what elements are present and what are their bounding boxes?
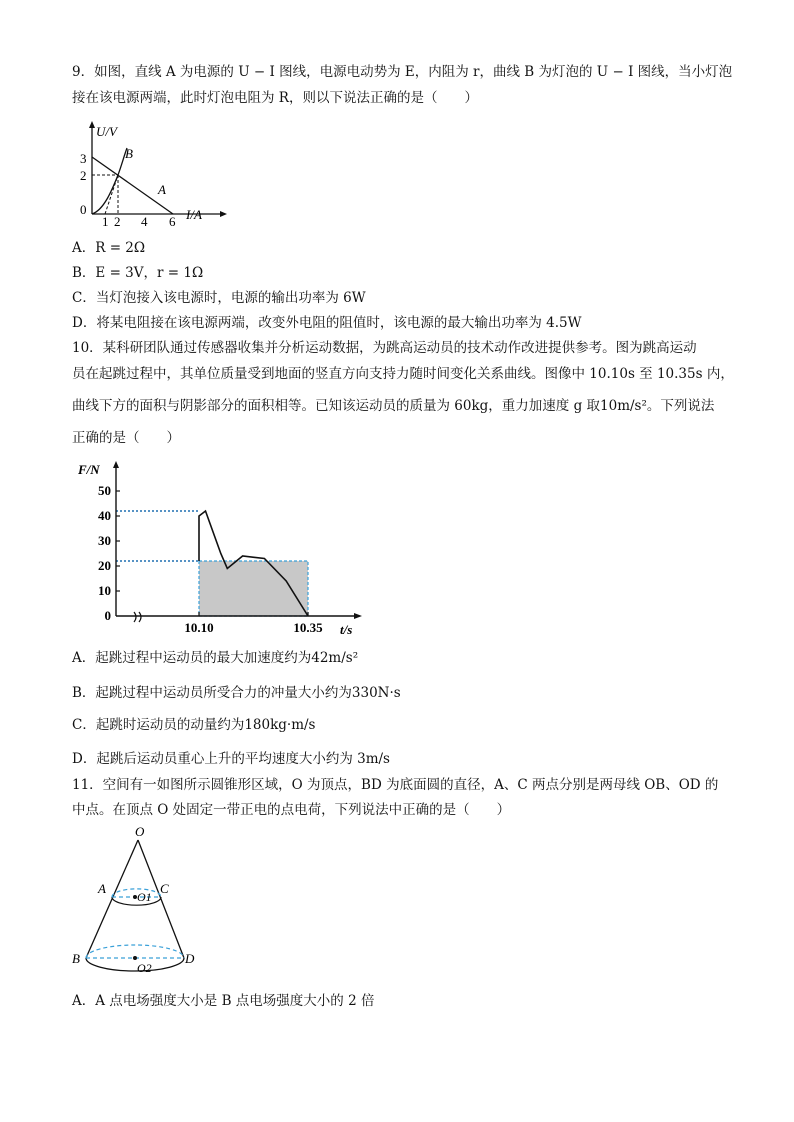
label-C: C — [160, 881, 169, 896]
q9-stem-line2: 接在该电源两端，此时灯泡电阻为 R，则以下说法正确的是（ ） — [72, 90, 478, 106]
q9-option-c: C．当灯泡接入该电源时，电源的输出功率为 6W — [72, 290, 366, 306]
q11-option-a: A．A 点电场强度大小是 B 点电场强度大小的 2 倍 — [72, 993, 375, 1009]
q9-ui-graph — [72, 118, 232, 228]
point-O2 — [133, 956, 137, 960]
q9-xtick-1: 1 — [102, 214, 109, 228]
q10-stem-line4: 正确的是（ ） — [72, 430, 180, 446]
q9-label-A: A — [158, 182, 166, 197]
q10-option-b: B．起跳过程中运动员所受合力的冲量大小约为330N·s — [72, 685, 401, 701]
q9-xtick-2: 2 — [114, 214, 121, 228]
label-A: A — [98, 881, 106, 896]
y-tick-label: 30 — [98, 533, 111, 548]
q9-option-d: D．将某电阻接在该电源两端，改变外电阻的阻值时，该电源的最大输出功率为 4.5W — [72, 315, 582, 331]
q9-option-a: A．R = 2Ω — [72, 240, 146, 256]
q11-stem-line1: 11．空间有一如图所示圆锥形区域，O 为顶点，BD 为底面圆的直径，A、C 两点分别是两母线 OB、OD 的 — [72, 777, 719, 793]
x-tick-label: 10.10 — [184, 620, 214, 635]
q10-force-time-chart — [72, 458, 372, 636]
label-B: B — [72, 951, 80, 966]
y-axis-label: F/N — [78, 462, 100, 477]
q9-y-label: U/V — [96, 124, 117, 139]
q9-ytick-3: 3 — [80, 151, 87, 166]
axis-break-mark — [134, 612, 141, 622]
label-D: D — [185, 951, 195, 966]
q10-stem-line3: 曲线下方的面积与阴影部分的面积相等。已知该运动员的质量为 60kg，重力加速度 g 取10m/s²。下列说法 — [72, 398, 715, 414]
q9-option-b: B．E = 3V，r = 1Ω — [72, 265, 204, 281]
y-tick-label: 20 — [98, 558, 111, 573]
q9-ytick-2: 2 — [80, 168, 87, 183]
q9-curve-B — [92, 148, 127, 214]
q11-stem-line2: 中点。在顶点 O 处固定一带正电的点电荷，下列说法中正确的是（ ） — [72, 802, 511, 818]
q9-xtick-6: 6 — [169, 214, 176, 228]
q9-x-label: I/A — [186, 207, 202, 222]
q10-stem-line2: 员在起跳过程中，其单位质量受到地面的竖直方向支持力随时间变化关系曲线。图像中 10.10s 至 10.35s 内， — [72, 366, 734, 382]
q11-cone-figure — [68, 822, 208, 977]
label-O: O — [135, 824, 145, 839]
y-tick-label: 50 — [98, 483, 111, 498]
q10-option-d: D．起跳后运动员重心上升的平均速度大小约为 3m/s — [72, 751, 390, 767]
q9-ytick-0: 0 — [80, 202, 87, 217]
x-axis-label: t/s — [340, 622, 353, 636]
x-tick-label: 10.35 — [293, 620, 323, 635]
y-tick-label: 40 — [98, 508, 111, 523]
y-tick-label: 10 — [98, 583, 111, 598]
q10-stem-line1: 10．某科研团队通过传感器收集并分析运动数据，为跳高运动员的技术动作改进提供参考。图为跳高运动 — [72, 340, 697, 356]
y-tick-label: 0 — [104, 608, 111, 623]
q10-option-c: C．起跳时运动员的动量约为180kg·m/s — [72, 717, 316, 733]
q10-option-a: A．起跳过程中运动员的最大加速度约为42m/s² — [72, 650, 359, 666]
label-O1: O1 — [137, 890, 152, 904]
label-O2: O2 — [137, 961, 152, 975]
q9-xtick-4: 4 — [141, 214, 148, 228]
q9-stem-line1: 9．如图，直线 A 为电源的 U − I 图线，电源电动势为 E，内阻为 r，曲线 B 为灯泡的 U − I 图线，当小灯泡 — [72, 64, 733, 80]
q9-label-B: B — [125, 146, 133, 161]
